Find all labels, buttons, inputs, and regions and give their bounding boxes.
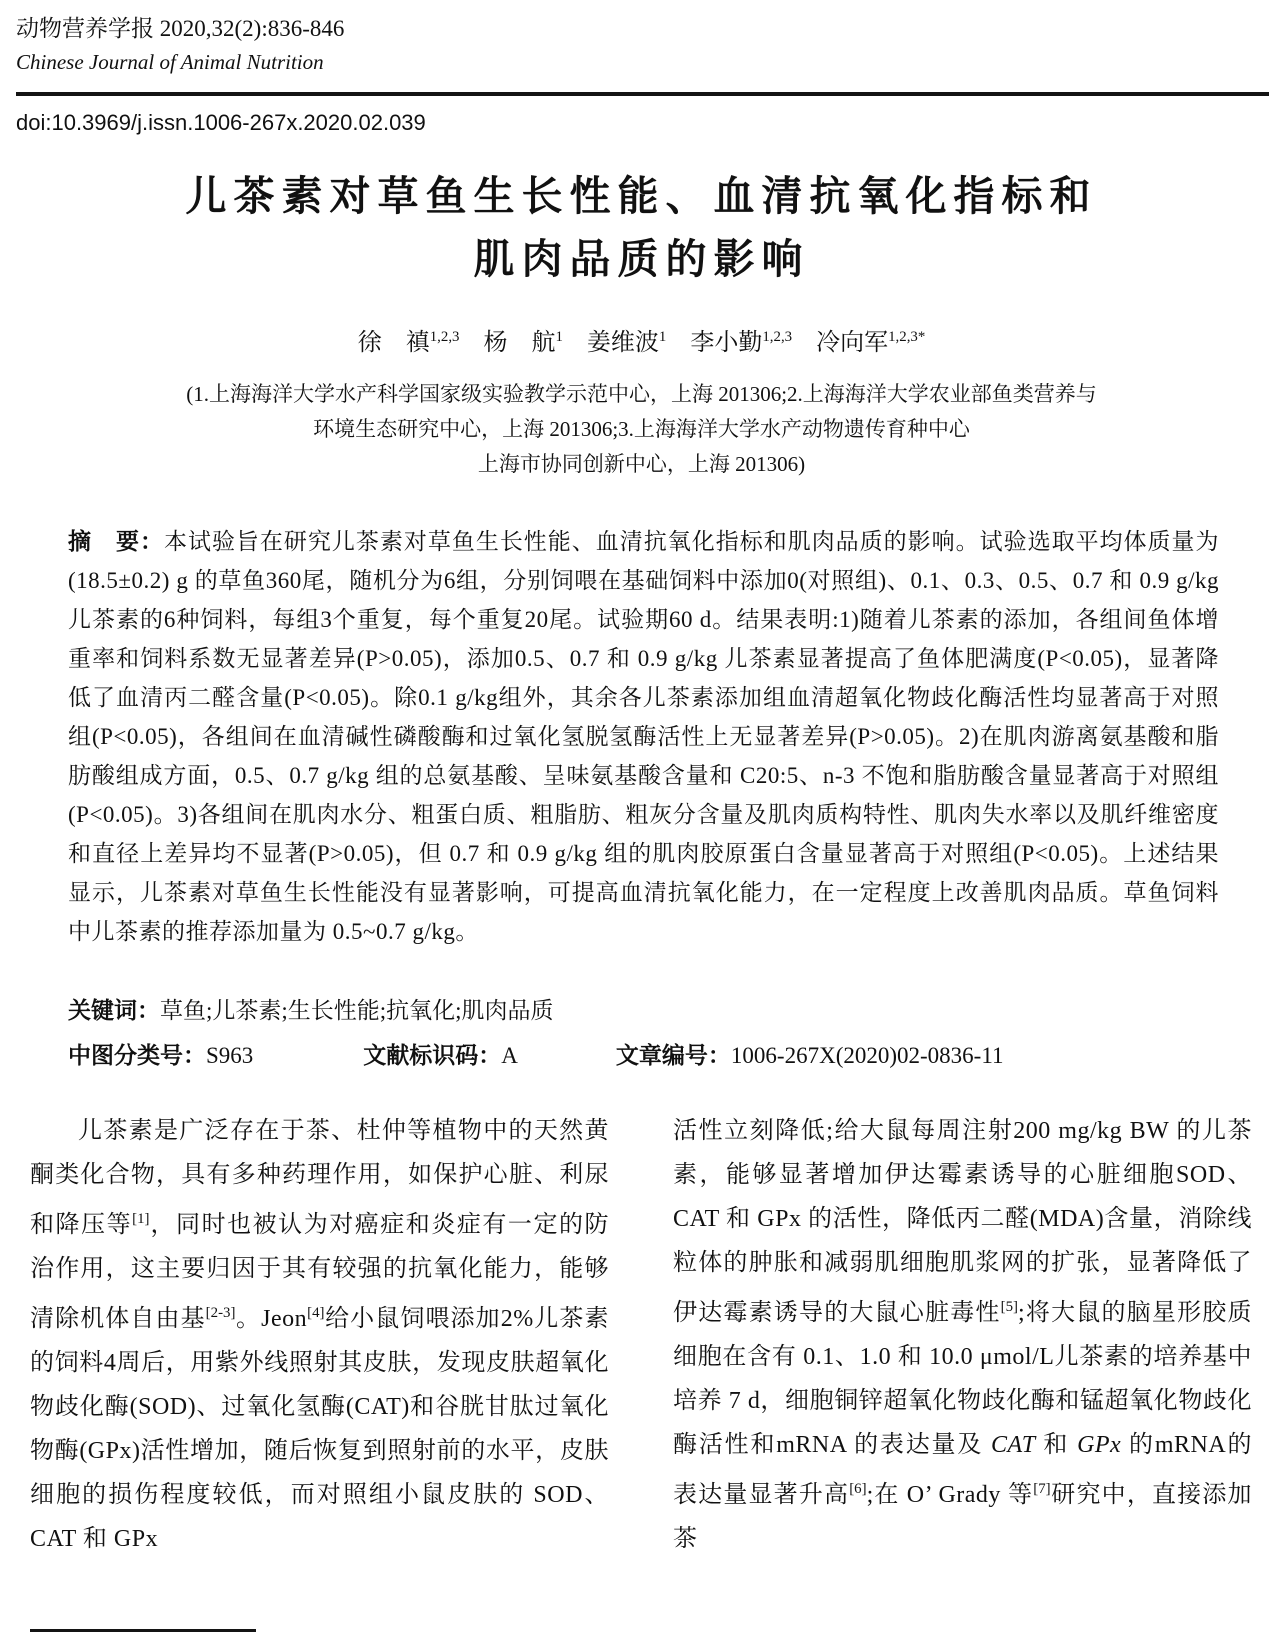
body-columns bbox=[30, 1109, 1253, 1561]
affiliation-line-3: 上海市协同创新中心，上海 201306) bbox=[477, 452, 806, 476]
abstract-text: 本试验旨在研究儿茶素对草鱼生长性能、血清抗氧化指标和肌肉品质的影响。试验选取平均体质量为(18.5±0.2) g 的草鱼360尾，随机分为6组，分别饲喂在基础饲料中添加0(对照组)、0.1、0.3、0.5、0.7 和 0.9 g/kg 儿茶素的6种饲料，每组3个重复，每个重复20尾。试验期60 d。结果表明:1)随着儿茶素的添加，各组间鱼体增重率和饲料系数无显著差异(P>0.05)，添加0.5、0.7 和 0.9 g/kg 儿茶素显著提高了鱼体肥满度(P<0.05)，显著降低了血清丙二醛含量(P<0.05)。除0.1 g/kg组外，其余各儿茶素添加组血清超氧化物歧化酶活性均显著高于对照组(P<0.05)，各组间在血清碱性磷酸酶和过氧化氢脱氢酶活性上无显著差异(P>0.05)。2)在肌肉游离氨基酸和脂肪酸组成方面，0.5、0.7 g/kg 组的总氨基酸、呈味氨基酸含量和 C20:5、n-3 不饱和脂肪酸含量显著高于对照组(P<0.05)。3)各组间在肌肉水分、粗蛋白质、粗脂肪、粗灰分含量及肌肉质构特性、肌肉失水率以及肌纤维密度和直径上差异均不显著(P>0.05)，但 0.7 和 0.9 g/kg 组的肌肉胶原蛋白含量显著高于对照组(P<0.05)。上述结果显示，儿茶素对草鱼生长性能没有显著影响，可提高血清抗氧化能力，在一定程度上改善肌肉品质。草鱼饲料中儿茶素的推荐添加量为 0.5~0.7 g/kg。 bbox=[68, 529, 1220, 944]
document-code-value: A bbox=[501, 1043, 518, 1068]
body-right-column bbox=[673, 1109, 1252, 1561]
keywords-text: 草鱼;儿茶素;生长性能;抗氧化;肌肉品质 bbox=[160, 998, 554, 1023]
article-title-line-2: 肌肉品质的影响 bbox=[473, 236, 810, 282]
journal-name-en: Chinese Journal of Animal Nutrition bbox=[16, 50, 324, 74]
header-rule bbox=[16, 92, 1269, 96]
affiliations-block bbox=[0, 377, 1283, 482]
intro-paragraph-right: 活性立刻降低;给大鼠每周注射200 mg/kg BW 的儿茶素，能够显著增加伊达霉素诱导的心脏细胞SOD、CAT 和 GPx 的活性，降低丙二醛(MDA)含量，消除线粒体的肿胀和减弱肌细胞肌浆网的扩张，显著降低了伊达霉素诱导的大鼠心脏毒性[5];将大鼠的脑星形胶质细胞在含有 0.1、1.0 和 10.0 μmol/L儿茶素的培养基中培养 7 d，细胞铜锌超氧化物歧化酶和锰超氧化物歧化酶活性和mRNA 的表达量及 CAT 和 GPx 的mRNA的表达量显著升高[6];在 O’ Grady 等[7]研究中，直接添加茶 bbox=[673, 1118, 1253, 1552]
affiliation-line-1: (1.上海海洋大学水产科学国家级实验教学示范中心，上海 201306;2.上海海洋大学农业部鱼类营养与 bbox=[186, 382, 1097, 406]
doi-line: doi:10.3969/j.issn.1006-267x.2020.02.039 bbox=[16, 110, 426, 135]
journal-name-cn: 动物营养学报 2020,32(2):836-846 bbox=[16, 16, 345, 41]
article-id-label: 文章编号： bbox=[615, 1042, 731, 1068]
document-code bbox=[363, 1036, 518, 1075]
clc-number bbox=[68, 1036, 253, 1075]
clc-number-value: S963 bbox=[206, 1043, 254, 1068]
abstract-label: 摘 要： bbox=[68, 528, 164, 554]
abstract-paragraph bbox=[68, 522, 1219, 951]
body-left-column bbox=[30, 1109, 609, 1561]
article-title bbox=[0, 165, 1283, 291]
article-title-line-1: 儿茶素对草鱼生长性能、血清抗氧化指标和 bbox=[185, 173, 1098, 219]
keywords-line bbox=[68, 991, 1219, 1030]
intro-paragraph-left: 儿茶素是广泛存在于茶、杜仲等植物中的天然黄酮类化合物，具有多种药理作用，如保护心脏、利尿和降压等[1]，同时也被认为对癌症和炎症有一定的防治作用，这主要归因于其有较强的抗氧化能力，能够清除机体自由基[2-3]。Jeon[4]给小鼠饲喂添加2%儿茶素的饲料4周后，用紫外线照射其皮肤，发现皮肤超氧化物歧化酶(SOD)、过氧化氢酶(CAT)和谷胱甘肽过氧化物酶(GPx)活性增加，随后恢复到照射前的水平，皮肤细胞的损伤程度较低，而对照组小鼠皮肤的 SOD、CAT 和 GPx bbox=[30, 1118, 610, 1552]
article-id-value: 1006-267X(2020)02-0836-11 bbox=[730, 1043, 1004, 1068]
footnote-rule bbox=[30, 1629, 256, 1632]
article-id bbox=[616, 1036, 1004, 1075]
authors-line: 徐 禛$^{1,2,3}$ 杨 航$^1$ 姜维波$^1$ 李小勤$^{1,2,3}$ 冷向军$^{1,2,3*}$ bbox=[357, 329, 926, 356]
meta-line bbox=[68, 1036, 1219, 1075]
affiliation-line-2: 环境生态研究中心，上海 201306;3.上海海洋大学水产动物遗传育种中心 bbox=[313, 417, 970, 441]
journal-header bbox=[0, 0, 1283, 76]
document-code-label: 文献标识码： bbox=[363, 1042, 502, 1068]
clc-number-label: 中图分类号： bbox=[68, 1042, 206, 1068]
keywords-label: 关键词： bbox=[68, 997, 160, 1023]
